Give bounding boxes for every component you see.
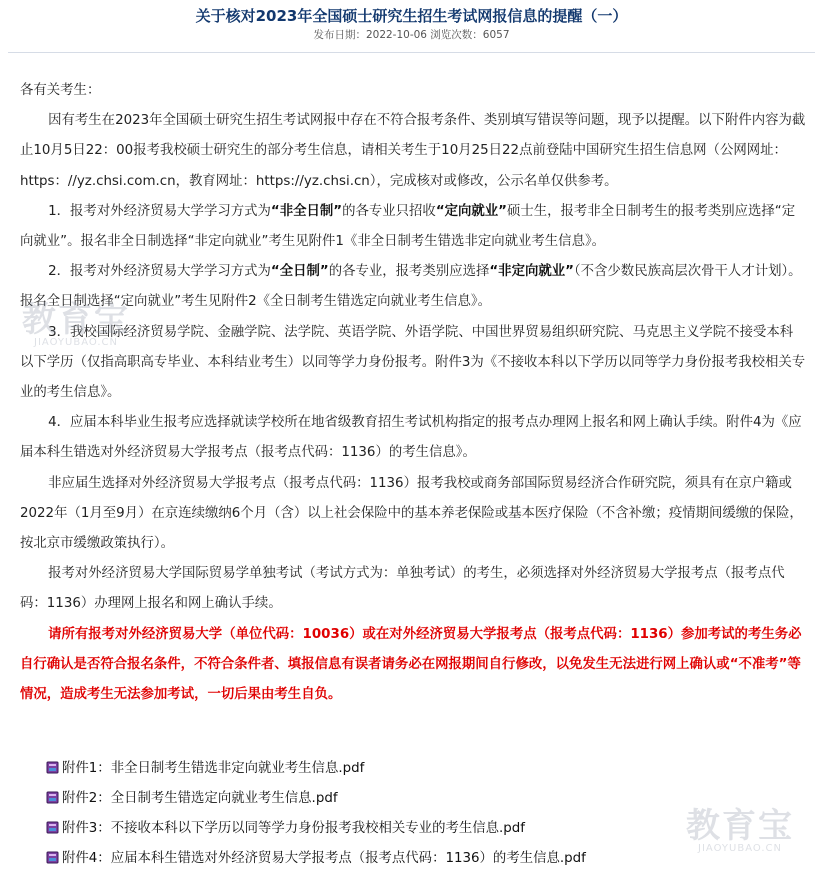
attachment-2-label: 附件2： [62, 791, 111, 806]
attachment-2-file: 全日制考生错选定向就业考生信息.pdf [110, 791, 338, 806]
item-2-text-a: 2．报考对外经济贸易大学学习方式为 [48, 264, 271, 280]
item-1-text-e: 硕士生，报考非全日制考生的报考类别应选择“定向就业”。报名非全日制选择“非定向就业”考生见附件1《非全日制考生错选非定向就业考生信息》。 [20, 203, 796, 250]
attachment-1-label: 附件1： [62, 761, 111, 776]
attachment-3-link[interactable] [62, 821, 525, 836]
item-2-text-e: （不含少数民族高层次骨干人才计划）。报名全日制选择“定向就业”考生见附件2《全日制考生错选定向就业考生信息》。 [20, 264, 802, 310]
item-3-paragraph: 3．我校国际经济贸易学院、金融学院、法学院、英语学院、外语学院、中国世界贸易组织研究院、马克思主义学院不接受本科以下学历（仅指高职高专毕业、本科结业考生）以同等学力身份报考。附件3为《不接收本科以下学历以同等学力身份报考我校相关专业的考生信息》。 [20, 324, 806, 401]
watermark-url: JIAOYUBAO.CN [698, 843, 782, 854]
item-2-paragraph [20, 257, 806, 317]
item-2-full-time-emphasis: “全日制” [270, 264, 329, 280]
attachment-4-label: 附件4： [62, 851, 111, 866]
page-title: 关于核对2023年全国硕士研究生招生考试网报信息的提醒（一） [195, 7, 628, 25]
article-body [20, 76, 806, 710]
item-4-paragraph: 4．应届本科毕业生报考应选择就读学校所在地省级教育招生考试机构指定的报考点办理网上报名和网上确认手续。附件4为《应届本科生错选对外经济贸易大学报考点（报考点代码：1136）的考生信息》。 [20, 415, 802, 461]
attachment-list [46, 755, 786, 875]
item-2-non-directed-emphasis: “非定向就业” [489, 264, 574, 280]
attachment-2-link[interactable] [62, 791, 338, 806]
document-icon [46, 821, 60, 834]
watermark-url: JIAOYUBAO.CN [34, 337, 118, 348]
non-fresh-graduate-paragraph: 非应届生选择对外经济贸易大学报考点（报考点代码：1136）报考我校或商务部国际贸易经济合作研究院，须具有在京户籍或2022年（1月至9月）在京连续缴纳6个月（含）以上社会保险中的基本养老保险或基本医疗保险（不含补缴；疫情期间缓缴的保险，按北京市缓缴政策执行）。 [20, 475, 803, 552]
document-icon [46, 791, 60, 804]
attachment-3-file: 不接收本科以下学历以同等学力身份报考我校相关专业的考生信息.pdf [110, 821, 525, 836]
document-icon [46, 761, 60, 774]
standalone-exam-paragraph: 报考对外经济贸易大学国际贸易学单独考试（考试方式为：单独考试）的考生，必须选择对外经济贸易大学报考点（报考点代码：1136）办理网上报名和网上确认手续。 [20, 566, 785, 612]
watermark-text: 教育宝 [22, 300, 130, 340]
attachment-1-link[interactable] [62, 761, 364, 776]
header-divider [8, 52, 815, 53]
intro-paragraph: 因有考生在2023年全国硕士研究生招生考试网报中存在不符合报考条件、类别填写错误等问题，现予以提醒。以下附件内容为截止10月5日22：00报考我校硕士研究生的部分考生信息，请相关考生于10月25日22点前登陆中国研究生招生信息网（公网网址：https：//yz.chsi.com.cn，教育网址：https://yz.chsi.cn），完成核对或修改，公示名单仅供参考。 [20, 113, 806, 189]
attachment-4-link[interactable] [62, 851, 586, 866]
item-1-text-a: 1．报考对外经济贸易大学学习方式为 [48, 203, 271, 219]
item-1-text-c: 的各专业只招收 [342, 203, 436, 219]
item-1-directed-emphasis: “定向就业” [435, 203, 507, 219]
attachment-item [46, 785, 786, 815]
attachment-1-file: 非全日制考生错选非定向就业考生信息.pdf [110, 761, 365, 776]
article-header [0, 0, 823, 53]
attachment-item [46, 845, 786, 875]
item-2-text-c: 的各专业，报考类别应选择 [328, 264, 490, 280]
greeting: 各有关考生： [20, 83, 101, 98]
document-icon [46, 851, 60, 864]
warning-paragraph: 请所有报考对外经济贸易大学（单位代码：10036）或在对外经济贸易大学报考点（报考点代码：1136）参加考试的考生务必自行确认是否符合报名条件，不符合条件者、填报信息有误者请务必在网报期间自行修改，以免发生无法进行网上确认或“不准考”等情况，造成考生无法参加考试，一切后果由考生自负。 [20, 626, 802, 703]
item-1-paragraph [20, 197, 806, 257]
watermark-text: 教育宝 [686, 806, 794, 846]
item-1-part-time-emphasis: “非全日制” [270, 203, 343, 219]
attachment-4-file: 应届本科生错选对外经济贸易大学报考点（报考点代码：1136）的考生信息.pdf [110, 851, 586, 866]
attachment-3-label: 附件3： [62, 821, 111, 836]
attachment-item [46, 815, 786, 845]
attachment-item [46, 755, 786, 785]
publish-meta: 发布日期：2022-10-06 浏览次数：6057 [313, 29, 510, 41]
